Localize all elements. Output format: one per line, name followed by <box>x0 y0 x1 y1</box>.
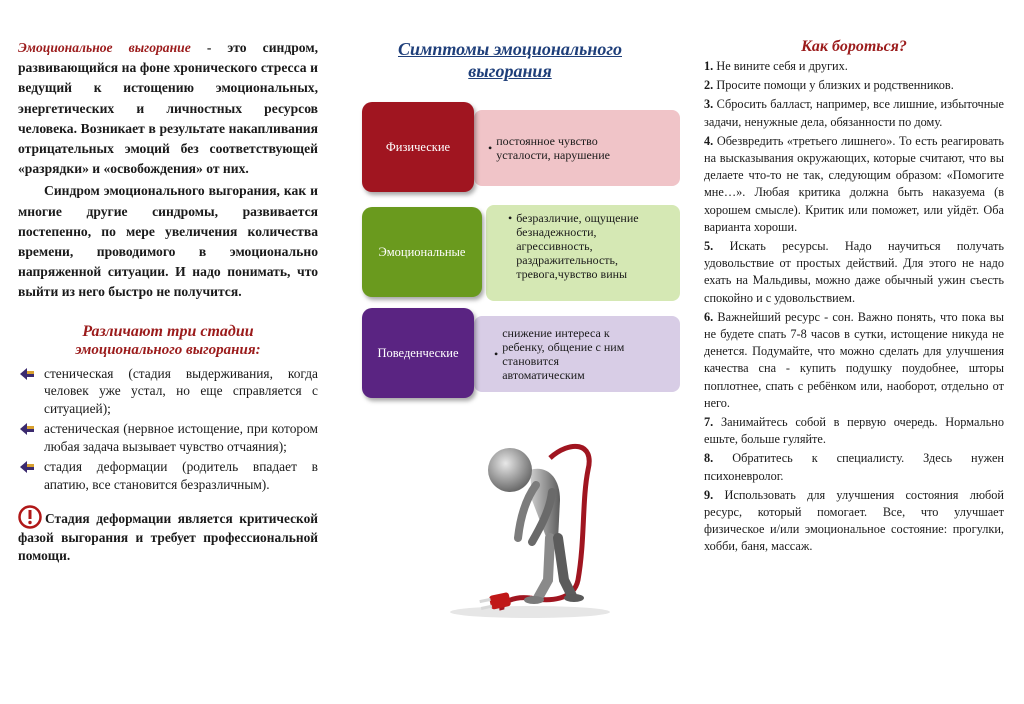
symptom-physical <box>362 102 684 194</box>
arrow-bullet-icon <box>20 423 34 435</box>
tip-text: Не вините себя и других. <box>716 59 848 73</box>
burnout-figure-illustration <box>420 430 620 620</box>
second-paragraph: Синдром эмоционального выгорания, как и многие другие синдромы, развивается постепенно, по мере увеличения количества времени, проводимого в эмоционально напряженной ситуации. И надо понимать, что выйти из него быстро не получится. <box>18 183 318 300</box>
stage-text: астеническая (нервное истощение, при котором любая задача вызывает чувство отчаяния); <box>44 421 318 454</box>
bullet-mark: • <box>508 211 513 225</box>
warning-note <box>18 505 318 565</box>
tip-number: 4. <box>704 133 714 148</box>
tip-number: 2. <box>704 78 714 93</box>
left-column <box>18 38 318 565</box>
intro-term: Эмоциональное выгорание <box>18 40 191 55</box>
symptom-box <box>474 316 680 392</box>
tip-number: 5. <box>704 239 714 254</box>
right-column <box>704 38 1004 558</box>
symptom-box <box>474 110 680 186</box>
tip-item <box>704 414 1004 448</box>
tip-number: 6. <box>704 309 714 324</box>
bullet-mark: • <box>488 141 493 155</box>
stages-heading: Различают три стадии <box>82 322 254 340</box>
arrow-bullet-icon <box>20 368 34 380</box>
tip-item <box>704 77 1004 94</box>
arrow-bullet-icon <box>20 461 34 473</box>
symptom-emotional <box>362 205 684 301</box>
tip-item <box>704 58 1004 75</box>
tip-number: 1. <box>704 59 714 73</box>
symptom-text: снижение интереса к ребенку, общение с ним становится автоматическим <box>502 326 625 382</box>
tip-text: Важнейший ресурс - сон. Важно понять, что пока вы не будете спать 7-8 часов в сутки, истощение никуда не денется. Подумайте, что можно сделать для улучшения качества сна - купить подушку поудобнее, шторы поплотнее, спать с ребёнком или, наоборот, отдельно от него. <box>704 309 1004 410</box>
tip-item <box>704 133 1004 236</box>
tip-number: 9. <box>704 487 714 502</box>
tip-text: Обезвредить «третьего лишнего». То есть реагировать на высказывания окружающих, которые считают, что вы делаете что-то не так, следующим образом: «Помогите мне…». Любая критика должна быть наказуема (в хорошем смысле). Критик или поможет, или уйдёт. Оба варианта хороши. <box>704 133 1004 234</box>
symptom-label: Физические <box>362 102 474 192</box>
tip-item <box>704 309 1004 412</box>
how-to-fight-heading: Как бороться? <box>801 38 907 55</box>
symptom-behavioral <box>362 308 684 400</box>
warning-text: Стадия деформации является критической фазой выгорания и требует профессиональной помощи. <box>18 511 318 564</box>
symptom-box <box>486 205 680 301</box>
symptom-text: безразличие, ощущение безнадежности, агрессивность, раздражительность, тревога,чувство вины <box>516 211 639 281</box>
stage-item <box>18 420 318 455</box>
stage-item <box>18 365 318 418</box>
stages-heading-line2: эмоционального выгорания: <box>75 341 261 358</box>
symptom-label: Эмоциональные <box>362 207 482 297</box>
tip-item <box>704 238 1004 307</box>
intro-text: - это синдром, развивающийся на фоне хронического стресса и ведущий к истощению эмоциональных, энергетических и личностных ресурсов человека. Возникает в результате накапливания отрицательных эмоций без соответствующей «разрядки» и «освобождения» от них. <box>18 40 318 177</box>
tip-text: Сбросить балласт, например, все лишние, избыточные задачи, ненужные дела, обязанности по дому. <box>704 97 1005 129</box>
tip-text: Занимайтесь собой в первую очередь. Нормально ешьте, больше гуляйте. <box>704 415 1005 447</box>
tip-item <box>704 96 1004 130</box>
symptom-label: Поведенческие <box>362 308 474 398</box>
tip-text: Просите помощи у близких и родственников. <box>716 78 954 93</box>
symptoms-title: Симптомы эмоционального выгорания <box>398 39 622 81</box>
tip-text: Использовать для улучшения состояния любой ресурс, который помогает. Все, что улучшает физическое и/или эмоциональное состояние: прогулки, хобби, баня, массаж. <box>704 487 1005 554</box>
stage-text: стеническая (стадия выдерживания, когда человек уже устал, но еще справляется с ситуацией); <box>44 365 318 416</box>
tip-number: 7. <box>704 415 714 430</box>
tip-item <box>704 450 1004 484</box>
intro-paragraph <box>18 38 318 179</box>
symptom-text: постоянное чувство усталости, нарушение <box>496 134 610 162</box>
tip-item <box>704 487 1004 556</box>
tip-text: Обратитесь к специалисту. Здесь нужен психоневролог. <box>704 451 1005 483</box>
tips-list <box>704 58 1004 556</box>
stage-item <box>18 458 318 493</box>
tip-text: Искать ресурсы. Надо научиться получать удовольствие от простых действий. Для этого не надо ехать на Мальдивы, можно даже обычный ужин съесть спокойно и с удовольствием. <box>704 239 1005 305</box>
tip-number: 8. <box>704 451 714 466</box>
exclamation-icon <box>18 505 42 529</box>
stage-text: стадия деформации (родитель впадает в апатию, все становится безразличным). <box>44 459 318 492</box>
bullet-mark: • <box>494 347 499 361</box>
stages-list <box>18 365 318 494</box>
tip-number: 3. <box>704 97 714 112</box>
